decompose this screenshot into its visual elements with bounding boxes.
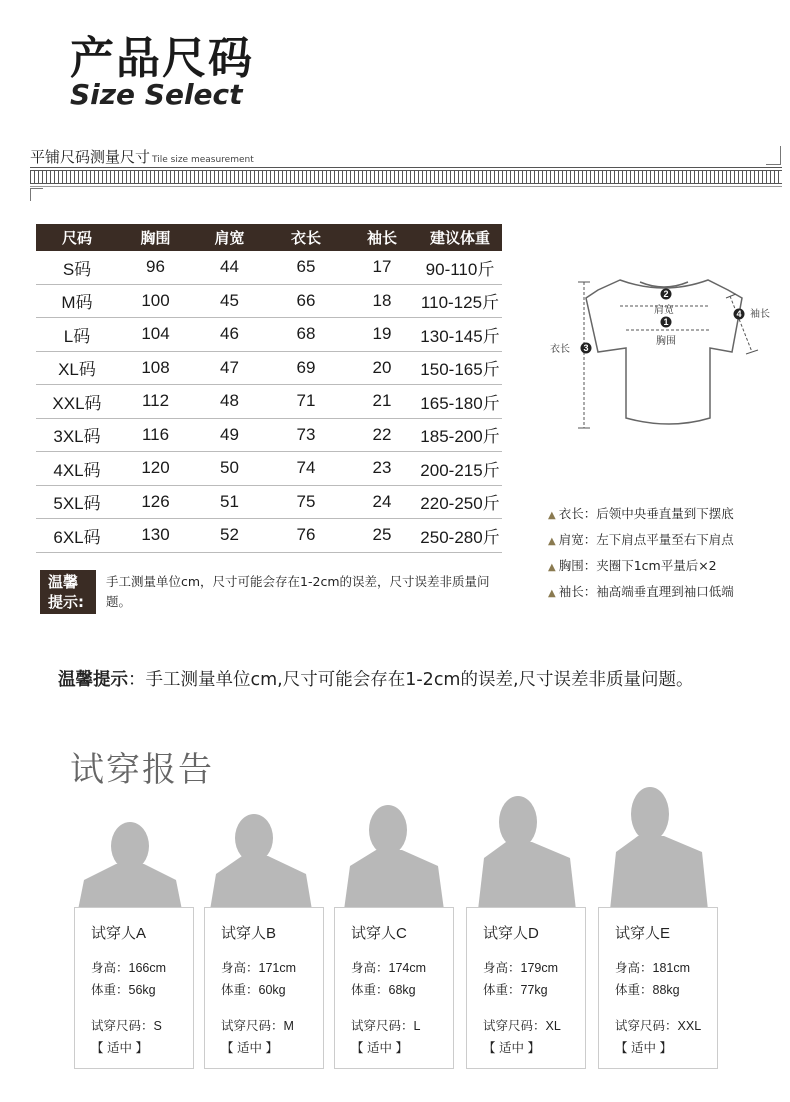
- height-value: 181cm: [652, 961, 691, 975]
- label-length: 衣长: [550, 344, 570, 355]
- label-sleeve: 袖长: [750, 309, 770, 320]
- cell-size: 3XL码: [36, 418, 118, 452]
- cell-sleeve: 20: [346, 351, 418, 385]
- warm-tip-label: 温馨提示: [58, 670, 128, 690]
- cell-chest: 116: [118, 418, 193, 452]
- table-row: [36, 485, 502, 519]
- tester-height: [483, 957, 585, 979]
- size-label: 试穿尺码：: [91, 1019, 154, 1033]
- person-silhouettes: [0, 780, 790, 910]
- cell-size: XXL码: [36, 385, 118, 419]
- cell-chest: 96: [118, 251, 193, 284]
- height-label: 身高：: [351, 961, 389, 975]
- tester-height: [615, 957, 717, 979]
- tester-card-c: [334, 907, 454, 1069]
- height-label: 身高：: [221, 961, 259, 975]
- cell-shoulder: 50: [193, 452, 266, 486]
- cell-chest: 126: [118, 485, 193, 519]
- person-b-silhouette: [210, 814, 312, 910]
- ruler-top-line: [30, 167, 782, 168]
- label-shoulder: 肩宽: [654, 305, 674, 316]
- page-title: 产品尺码: [70, 33, 254, 84]
- person-a-silhouette: [78, 822, 182, 910]
- table-row: [36, 519, 502, 553]
- size-label: 试穿尺码：: [483, 1019, 546, 1033]
- cell-weight: 220-250斤: [418, 485, 502, 519]
- cell-size: S码: [36, 251, 118, 284]
- cell-shoulder: 49: [193, 418, 266, 452]
- tester-height: [91, 957, 193, 979]
- weight-label: 体重：: [483, 983, 521, 997]
- table-row: [36, 452, 502, 486]
- size-label: 试穿尺码：: [221, 1019, 284, 1033]
- weight-value: 88kg: [652, 983, 680, 997]
- cell-sleeve: 17: [346, 251, 418, 284]
- tester-card-b: [204, 907, 324, 1069]
- weight-label: 体重：: [351, 983, 389, 997]
- tip-text: 手工测量单位cm，尺寸可能会存在1-2cm的误差，尺寸误差非质量问题。: [106, 574, 490, 609]
- ruler-bottom-line: [30, 186, 782, 187]
- size-label: 试穿尺码：: [351, 1019, 414, 1033]
- person-c-silhouette: [344, 805, 444, 910]
- tester-size: [615, 1015, 717, 1037]
- tester-size: [483, 1015, 585, 1037]
- header-cell: 袖长: [346, 224, 418, 251]
- cell-size: 5XL码: [36, 485, 118, 519]
- tester-fit: 【 适中 】: [91, 1041, 148, 1055]
- cell-weight: 200-215斤: [418, 452, 502, 486]
- tester-weight: [615, 979, 717, 1001]
- label-chest: 胸围: [656, 336, 676, 347]
- tester-card-e: [598, 907, 718, 1069]
- cell-sleeve: 22: [346, 418, 418, 452]
- cell-size: XL码: [36, 351, 118, 385]
- cell-sleeve: 19: [346, 318, 418, 352]
- tester-size: [351, 1015, 453, 1037]
- tester-name: 试穿人C: [351, 925, 407, 942]
- cell-chest: 112: [118, 385, 193, 419]
- size-value: S: [153, 1019, 162, 1033]
- cell-shoulder: 48: [193, 385, 266, 419]
- cell-size: 6XL码: [36, 519, 118, 553]
- tester-card-d: [466, 907, 586, 1069]
- ruler-corner-left: [30, 188, 43, 201]
- cell-sleeve: 25: [346, 519, 418, 553]
- size-label: 试穿尺码：: [615, 1019, 678, 1033]
- cell-sleeve: 18: [346, 284, 418, 318]
- cell-length: 66: [266, 284, 346, 318]
- cell-length: 74: [266, 452, 346, 486]
- height-label: 身高：: [615, 961, 653, 975]
- cell-length: 73: [266, 418, 346, 452]
- cell-weight: 165-180斤: [418, 385, 502, 419]
- weight-value: 68kg: [388, 983, 416, 997]
- tip-badge: [40, 570, 96, 614]
- cell-sleeve: 24: [346, 485, 418, 519]
- tester-fit: 【 适中 】: [615, 1041, 672, 1055]
- cell-length: 69: [266, 351, 346, 385]
- size-table: [36, 224, 502, 553]
- tip-badge-line1: 温馨: [48, 573, 79, 591]
- weight-value: 60kg: [258, 983, 286, 997]
- cell-chest: 100: [118, 284, 193, 318]
- tester-size: [221, 1015, 323, 1037]
- cell-length: 65: [266, 251, 346, 284]
- weight-label: 体重：: [91, 983, 129, 997]
- table-row: [36, 318, 502, 352]
- marker-1-number: 1: [663, 317, 669, 327]
- tester-weight: [351, 979, 453, 1001]
- table-row: [36, 385, 502, 419]
- cell-shoulder: 52: [193, 519, 266, 553]
- weight-value: 77kg: [520, 983, 548, 997]
- tester-weight: [483, 979, 585, 1001]
- table-row: [36, 251, 502, 284]
- cell-shoulder: 47: [193, 351, 266, 385]
- tester-size: [91, 1015, 193, 1037]
- note-item: [548, 554, 734, 580]
- header-cell: 尺码: [36, 224, 118, 251]
- cell-weight: 110-125斤: [418, 284, 502, 318]
- tester-name: 试穿人D: [483, 925, 539, 942]
- tester-weight: [221, 979, 323, 1001]
- size-value: M: [283, 1019, 294, 1033]
- ruler-corner-right: [766, 146, 781, 165]
- cell-weight: 150-165斤: [418, 351, 502, 385]
- cell-length: 75: [266, 485, 346, 519]
- cell-length: 68: [266, 318, 346, 352]
- tester-height: [221, 957, 323, 979]
- note-length: 衣长：后领中央垂直量到下摆底: [558, 506, 734, 521]
- cell-shoulder: 51: [193, 485, 266, 519]
- tshirt-outline: [586, 280, 742, 424]
- table-row: [36, 284, 502, 318]
- tester-card-a: [74, 907, 194, 1069]
- cell-weight: 130-145斤: [418, 318, 502, 352]
- note-item: [548, 528, 734, 554]
- tester-name: 试穿人A: [91, 925, 147, 942]
- weight-label: 体重：: [615, 983, 653, 997]
- note-chest: 胸围：夹圈下1cm平量后×2: [558, 558, 717, 573]
- person-d-silhouette: [478, 796, 576, 910]
- cell-shoulder: 44: [193, 251, 266, 284]
- tester-fit: 【 适中 】: [221, 1041, 278, 1055]
- weight-label: 体重：: [221, 983, 259, 997]
- triangle-icon: ▲: [548, 536, 556, 547]
- height-value: 179cm: [520, 961, 559, 975]
- tester-fit: 【 适中 】: [483, 1041, 540, 1055]
- tester-name: 试穿人E: [615, 925, 671, 942]
- header-cell: 胸围: [118, 224, 193, 251]
- cell-size: L码: [36, 318, 118, 352]
- cell-shoulder: 46: [193, 318, 266, 352]
- cell-size: 4XL码: [36, 452, 118, 486]
- tip-badge-line2: 提示:: [48, 593, 84, 611]
- size-value: XL: [545, 1019, 561, 1033]
- tester-height: [351, 957, 453, 979]
- height-value: 166cm: [128, 961, 167, 975]
- cell-weight: 250-280斤: [418, 519, 502, 553]
- note-shoulder: 肩宽：左下肩点平量至右下肩点: [558, 532, 734, 547]
- triangle-icon: ▲: [548, 588, 556, 599]
- cell-shoulder: 45: [193, 284, 266, 318]
- table-row: [36, 418, 502, 452]
- height-value: 174cm: [388, 961, 427, 975]
- warm-tip-text: ：手工测量单位cm,尺寸可能会存在1-2cm的误差,尺寸误差非质量问题。: [128, 670, 694, 690]
- cell-length: 71: [266, 385, 346, 419]
- ruler: [30, 170, 782, 184]
- cell-weight: 90-110斤: [418, 251, 502, 284]
- size-table-header: [36, 224, 502, 251]
- measure-heading: [30, 146, 254, 167]
- marker-4-number: 4: [736, 309, 742, 319]
- cell-sleeve: 23: [346, 452, 418, 486]
- weight-value: 56kg: [128, 983, 156, 997]
- note-sleeve: 袖长：袖高端垂直理到袖口低端: [558, 584, 734, 599]
- tester-fit: 【 适中 】: [351, 1041, 408, 1055]
- note-item: [548, 502, 734, 528]
- tester-weight: [91, 979, 193, 1001]
- header-cell: 建议体重: [418, 224, 502, 251]
- trial-report-title: 试穿报告: [70, 750, 214, 790]
- marker-2-number: 2: [663, 289, 669, 299]
- height-value: 171cm: [258, 961, 297, 975]
- cell-sleeve: 21: [346, 385, 418, 419]
- note-item: [548, 580, 734, 606]
- triangle-icon: ▲: [548, 562, 556, 573]
- cell-chest: 104: [118, 318, 193, 352]
- size-value: L: [413, 1019, 421, 1033]
- triangle-icon: ▲: [548, 510, 556, 521]
- warm-tip: [58, 666, 694, 691]
- cell-weight: 185-200斤: [418, 418, 502, 452]
- measure-heading-cn: 平铺尺码测量尺寸: [30, 148, 151, 166]
- marker-3-number: 3: [583, 343, 589, 353]
- tester-name: 试穿人B: [221, 925, 277, 942]
- tshirt-diagram: [540, 268, 785, 438]
- header-cell: 衣长: [266, 224, 346, 251]
- size-value: XXL: [677, 1019, 702, 1033]
- height-label: 身高：: [91, 961, 129, 975]
- table-row: [36, 351, 502, 385]
- cell-chest: 108: [118, 351, 193, 385]
- cell-chest: 130: [118, 519, 193, 553]
- height-label: 身高：: [483, 961, 521, 975]
- page-subtitle: Size Select: [70, 78, 243, 111]
- person-e-silhouette: [610, 787, 708, 910]
- header-cell: 肩宽: [193, 224, 266, 251]
- measure-heading-en: Tile size measurement: [152, 155, 254, 165]
- cell-chest: 120: [118, 452, 193, 486]
- measure-notes: [548, 502, 734, 606]
- cell-size: M码: [36, 284, 118, 318]
- cell-length: 76: [266, 519, 346, 553]
